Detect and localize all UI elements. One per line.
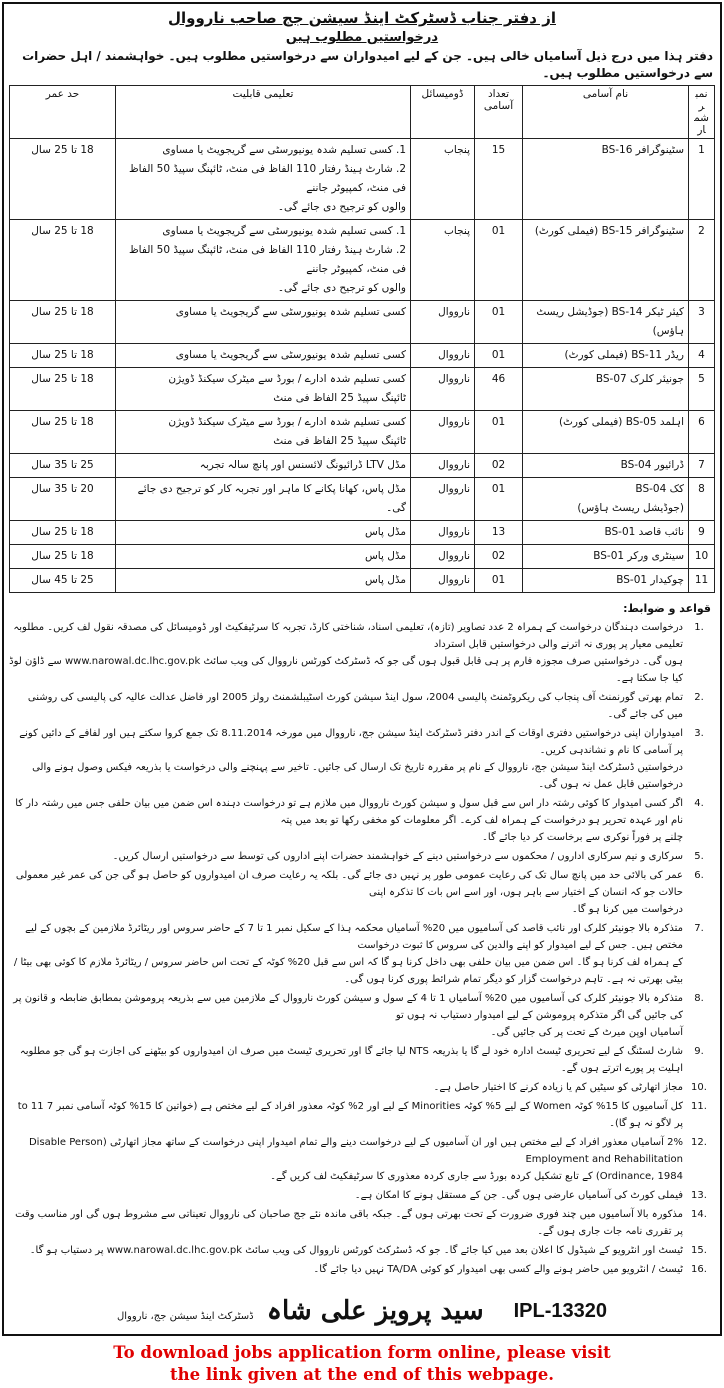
post-name: سینٹری ورکر BS-01 (593, 550, 684, 562)
serial-cell: 9 (689, 521, 715, 545)
term-line: کے ہمراہ لف کرنا ہو گا۔ اس ضمن میں بیان حلفی بھی داخل کرنا ہو گا کہ اس سے قبل 20% کوٹہ کے تحت اس حاضر سروس / ریٹائرڈ ملازم کا کوئی بھی بیٹا / بیٹی بھرتی نہ ہے۔ تاہم درخواست گزار کو دیگر تمام شرائط پوری کرنا ہوں گی۔ (13, 957, 683, 985)
qualification-line: ٹائپنگ سپیڈ 25 الفاظ فی منٹ (273, 435, 406, 447)
reference-number: IPL-13320 (513, 1299, 608, 1322)
post-cell (523, 478, 689, 521)
qualification-line: کسی تسلیم شدہ یونیورسٹی سے گریجویٹ یا مساوی (175, 306, 406, 318)
term-line: ہوں گی۔ درخواستیں صرف مجوزہ فارم پر ہی قابل قبول ہوں گی جو کہ ڈسٹرکٹ کورٹس نارووال کی ویب سائٹ www.narowal.dc.lhc.gov.pk سے ڈاؤن لوڈ کیا جا سکتا ہے۔ (9, 656, 683, 684)
term-number: 4. (694, 798, 704, 809)
term-text (9, 920, 683, 988)
qualification-line: کسی تسلیم شدہ ادارے / بورڈ سے میٹرک سیکنڈ ڈویژن (168, 373, 406, 385)
term-number: 13. (691, 1190, 707, 1201)
post-cell (523, 545, 689, 569)
signature-block (117, 1296, 484, 1326)
qualification-cell (116, 139, 411, 220)
post-name: جونیئر کلرک BS-07 (595, 373, 684, 385)
post-name: اہلمد BS-05 (فیملی کورٹ) (558, 416, 684, 428)
count-cell: 01 (475, 301, 523, 344)
serial-cell: 5 (689, 368, 715, 411)
header-age: حد عمر (10, 86, 116, 139)
serial-cell: 6 (689, 411, 715, 454)
term-text (9, 1187, 683, 1204)
term-line: تمام بھرتی گورنمنٹ آف پنجاب کی ریکروٹمنٹ پالیسی 2004، سول اینڈ سیشن کورٹ اسٹیبلشمنٹ رولز 2005 اور فاضل عدالت عالیہ کی پالیسی کی روشنی میں کی جائے گی۔ (27, 692, 683, 720)
post-cell (523, 569, 689, 593)
term-text (9, 795, 683, 846)
term-text (9, 867, 683, 918)
term-text (9, 848, 683, 865)
term-item (9, 1043, 715, 1077)
term-line: اگر کسی امیدوار کا کوئی رشتہ دار اس سے قبل سول و سیشن کورٹ نارووال میں ملازم ہے تو درخواست دہندہ اس ضمن میں بیان حلفی جس میں رشتہ دار کا نام اور عہدہ تحریر ہو درخواست کے ہمراہ لف کرے۔ اگر معلومات کو مخفی رکھا تو بعد میں پتہ (15, 798, 683, 826)
term-item (9, 867, 715, 918)
age-cell: 18 تا 25 سال (10, 411, 116, 454)
qualification-line: 2. شارٹ ہینڈ رفتار 110 الفاظ فی منٹ، ٹائپنگ سپیڈ 50 الفاظ فی منٹ، کمپیوٹر جاننے (128, 163, 406, 194)
post-cell (523, 521, 689, 545)
term-number: 1. (694, 622, 704, 633)
table-row (10, 478, 715, 521)
download-notice (2, 1342, 722, 1386)
domicile-cell: نارووال (411, 344, 475, 368)
term-line: عمر کی بالائی حد میں پانچ سال تک کی رعایت عمومی طور پر نہیں دی جائے گی۔ بلکہ یہ رعایت صرف ان امیدواروں کو حاصل ہو گی جن کی عمر غیر معمولی حالات جو کہ انسان کے اختیار سے باہر ہوں، اور اسے اس بات کا تذکرہ اپنی (15, 870, 683, 898)
term-text (9, 1206, 683, 1240)
age-cell: 18 تا 25 سال (10, 521, 116, 545)
qualification-cell (116, 454, 411, 478)
count-cell: 01 (475, 569, 523, 593)
serial-cell: 11 (689, 569, 715, 593)
domicile-cell: نارووال (411, 478, 475, 521)
term-number: 7. (694, 923, 704, 934)
age-cell: 18 تا 25 سال (10, 301, 116, 344)
signature-name: سید پرویز علی شاہ (266, 1296, 484, 1326)
term-item (9, 619, 715, 687)
post-cell (523, 344, 689, 368)
table-header-row (10, 86, 715, 139)
table-row (10, 301, 715, 344)
post-name: چوکیدار BS-01 (616, 574, 684, 586)
qualification-line: 1. کسی تسلیم شدہ یونیورسٹی سے گریجویٹ یا مساوی (162, 225, 406, 237)
term-item (9, 1134, 715, 1185)
post-name: سٹینوگرافر BS-16 (601, 144, 684, 156)
term-text (9, 1098, 683, 1132)
domicile-cell: نارووال (411, 368, 475, 411)
age-cell: 20 تا 35 سال (10, 478, 116, 521)
term-item (9, 689, 715, 723)
post-name: کیئر ٹیکر BS-14 (جوڈیشل ریسٹ ہاؤس) (536, 306, 684, 337)
serial-cell: 3 (689, 301, 715, 344)
term-number: 15. (691, 1245, 707, 1256)
qualification-cell (116, 368, 411, 411)
term-item (9, 1187, 715, 1204)
post-name: نائب قاصد BS-01 (604, 526, 684, 538)
post-name: ریڈر BS-11 (فیملی کورٹ) (564, 349, 684, 361)
qualification-line: 1. کسی تسلیم شدہ یونیورسٹی سے گریجویٹ یا مساوی (162, 144, 406, 156)
qualification-cell (116, 569, 411, 593)
term-text (9, 1079, 683, 1096)
post-cell (523, 411, 689, 454)
footer-row (9, 1296, 715, 1326)
header-count: تعداد آسامی (475, 86, 523, 139)
term-line: 2% آسامیاں معذور افراد کے لیے مختص ہیں اور ان آسامیوں کے لیے درخواست دینے والے تمام امیدوار اپنی درخواست کے ساتھ مجاز اتھارٹی (Disable Person Employment and Rehabilitation (28, 1137, 683, 1165)
qualification-line: 2. شارٹ ہینڈ رفتار 110 الفاظ فی منٹ، ٹائپنگ سپیڈ 50 الفاظ فی منٹ، کمپیوٹر جاننے (128, 244, 406, 275)
term-line: متذکرہ بالا جونیئر کلرک اور نائب قاصد کی آسامیوں میں 20% آسامیاں محکمہ ہذا کے سکیل نمبر 1 تا 7 کے حاضر سروس اور ریٹائرڈ ملازمین کے بچوں کے لیے مختص ہیں۔ جس کے لیے امیدوار کو اپنے والدین کی سروس کا ثبوت درخواست (25, 923, 683, 951)
term-line: چلنے پر فوراً نوکری سے برخاست کر دیا جائے گا۔ (482, 832, 683, 843)
term-number: 3. (694, 728, 704, 739)
term-text (9, 689, 683, 723)
domicile-cell: پنجاب (411, 139, 475, 220)
term-line: ٹیسٹ اور انٹرویو کے شیڈول کا اعلان بعد میں کیا جائے گا۔ جو کہ ڈسٹرکٹ کورٹس نارووال کی ویب سائٹ www.narowal.dc.lhc.gov.pk پر دستیاب ہو گا۔ (29, 1245, 683, 1256)
term-item (9, 1242, 715, 1259)
count-cell: 01 (475, 411, 523, 454)
table-row (10, 368, 715, 411)
term-number: 2. (694, 692, 704, 703)
notice-line-1: To download jobs application form online, please visit (113, 1343, 611, 1362)
domicile-cell: نارووال (411, 301, 475, 344)
term-line: ٹیسٹ / انٹرویو میں حاضر ہونے والے کسی بھی امیدوار کو کوئی TA/DA نہیں دیا جائے گا۔ (313, 1264, 683, 1275)
term-line: فیملی کورٹ کی آسامیاں عارضی ہوں گی۔ جن کے مستقل ہونے کا امکان ہے۔ (354, 1190, 683, 1201)
office-title: از دفتر جناب ڈسٹرکٹ اینڈ سیشن جج صاحب نارووال (168, 9, 556, 27)
qualification-line: مڈل پاس (364, 526, 406, 538)
term-line: متذکرہ بالا جونیئر کلرک کی آسامیوں میں 20% آسامیاں 1 تا 4 کے سول و سیشن کورٹ نارووال کے ملازمین میں سے بذریعہ پروموشن بمطابق ضابطہ و قانون پر کی جائیں گی اگر متذکرہ پروموشن کے لیے امیدوار دستیاب نہ ہوں تو (13, 993, 683, 1021)
terms-heading: قواعد و ضوابط: (623, 602, 711, 615)
domicile-cell: نارووال (411, 569, 475, 593)
term-text (9, 1261, 683, 1278)
table-row (10, 411, 715, 454)
term-line: سرکاری و نیم سرکاری اداروں / محکموں سے درخواستیں دینے کے خواہشمند حضرات اپنے اداروں کی توسط سے درخواستیں ارسال کریں۔ (112, 851, 683, 862)
terms-list (9, 619, 715, 1278)
term-number: 9. (694, 1046, 704, 1057)
table-row (10, 220, 715, 301)
domicile-cell: نارووال (411, 521, 475, 545)
term-line: درخواستیں ڈسٹرکٹ اینڈ سیشن جج، نارووال کے نام پر مقررہ تاریخ تک ارسال کی جائیں۔ تاخیر سے پہنچنے والی درخواست یا بذریعہ فیکس وصول ہونے والی درخواستیں قابل عمل نہ ہوں گی۔ (32, 762, 683, 790)
table-row (10, 454, 715, 478)
term-line: آسامیاں اوپن میرٹ کے تحت پر کی جائیں گی۔ (490, 1027, 683, 1038)
term-item (9, 920, 715, 988)
term-text (9, 1043, 683, 1077)
qualification-cell (116, 220, 411, 301)
age-cell: 18 تا 25 سال (10, 368, 116, 411)
post-name: کک BS-04 (635, 483, 684, 495)
term-line: امیدواران اپنی درخواستیں دفتری اوقات کے اندر دفتر ڈسٹرکٹ اینڈ سیشن جج، نارووال میں مورخہ 8.11.2014 تک جمع کروا سکتے ہیں اور لفافے کے دائیں کونے پر آسامی کا نام و نشاندہی کریں۔ (19, 728, 683, 756)
serial-cell: 2 (689, 220, 715, 301)
post-cell (523, 301, 689, 344)
advertisement-frame (2, 2, 722, 1336)
term-item (9, 848, 715, 865)
qualification-line: کسی تسلیم شدہ یونیورسٹی سے گریجویٹ یا مساوی (175, 349, 406, 361)
table-row (10, 139, 715, 220)
term-number: 8. (694, 993, 704, 1004)
domicile-cell: نارووال (411, 545, 475, 569)
table-row (10, 521, 715, 545)
term-text (9, 725, 683, 793)
serial-cell: 4 (689, 344, 715, 368)
count-cell: 01 (475, 220, 523, 301)
qualification-line: مڈل LTV ڈرائیونگ لائسنس اور پانچ سالہ تجربہ (199, 459, 406, 471)
term-number: 6. (694, 870, 704, 881)
subtitle: درخواستیں مطلوب ہیں (285, 30, 439, 45)
qualification-cell (116, 344, 411, 368)
qualification-cell (116, 301, 411, 344)
count-cell: 02 (475, 454, 523, 478)
serial-cell: 10 (689, 545, 715, 569)
table-row (10, 344, 715, 368)
term-item (9, 990, 715, 1041)
domicile-cell: نارووال (411, 454, 475, 478)
term-line: مجاز اتھارٹی کو سیٹیں کم یا زیادہ کرنے کا اختیار حاصل ہے۔ (433, 1082, 683, 1093)
age-cell: 25 تا 35 سال (10, 454, 116, 478)
qualification-line: کسی تسلیم شدہ ادارے / بورڈ سے میٹرک سیکنڈ ڈویژن (168, 416, 406, 428)
age-cell: 18 تا 25 سال (10, 139, 116, 220)
count-cell: 01 (475, 478, 523, 521)
qualification-line: ٹائپنگ سپیڈ 25 الفاظ فی منٹ (273, 392, 406, 404)
term-item (9, 1206, 715, 1240)
term-number: 11. (691, 1101, 707, 1112)
term-text (9, 990, 683, 1041)
term-text (9, 1134, 683, 1185)
term-number: 16. (691, 1264, 707, 1275)
count-cell: 02 (475, 545, 523, 569)
post-name: (جوڈیشل ریسٹ ہاؤس) (577, 502, 684, 514)
term-line: درخواست دہندگان درخواست کے ہمراہ 2 عدد تصاویر (تازہ)، تعلیمی اسناد، شناختی کارڈ، تجربہ کا سرٹیفکیٹ اور ڈومیسائل کی مصدقہ نقول لف کریں۔ مطلوبہ تعلیمی معیار پر پوری نہ اترنے والی درخواستیں قابل استرداد (13, 622, 683, 650)
term-line: مذکورہ بالا آسامیوں میں چند فوری ضرورت کے تحت بھرتی ہوں گے۔ جبکہ باقی ماندہ نئے جج صاحبان کی نارووال تعیناتی سے مشروط ہوں گی اور مناسب وقت پر تقرری نامہ جات جاری ہوں گے۔ (15, 1209, 683, 1237)
count-cell: 13 (475, 521, 523, 545)
serial-cell: 1 (689, 139, 715, 220)
qualification-line: والوں کو ترجیح دی جائے گی۔ (277, 201, 406, 213)
intro-text: دفتر ہذا میں درج ذیل آسامیاں خالی ہیں۔ جن کے لیے امیدواران سے درخواستیں مطلوب ہیں۔ خواہشمند / اہل حضرات سے درخواستیں مطلوب ہیں۔ (22, 49, 713, 80)
term-number: 14. (691, 1209, 707, 1220)
term-line: Ordinance, 1984) کے تابع تشکیل کردہ بورڈ سے جاری کردہ معذوری کا سرٹیفکیٹ لف کریں گے۔ (270, 1171, 683, 1182)
post-cell (523, 368, 689, 411)
table-row (10, 569, 715, 593)
vacancies-table (9, 85, 715, 593)
serial-cell: 7 (689, 454, 715, 478)
qualification-line: مڈل پاس، کھانا پکانے کا ماہر اور تجربہ کار کو ترجیح دی جائے گی۔ (137, 483, 406, 514)
qualification-cell (116, 545, 411, 569)
domicile-cell: نارووال (411, 411, 475, 454)
term-item (9, 1079, 715, 1096)
table-row (10, 545, 715, 569)
term-text (9, 1242, 683, 1259)
term-number: 10. (691, 1082, 707, 1093)
header-post: نام آسامی (523, 86, 689, 139)
count-cell: 01 (475, 344, 523, 368)
term-line: شارٹ لسٹنگ کے لیے تحریری ٹیسٹ ادارہ خود لے گا یا بذریعہ NTS لیا جائے گا اور تحریری ٹیسٹ میں صرف ان امیدواروں کو بیٹھنے کی اجازت ہو گی جو مطلوبہ اہلیت پر پورے اترتے ہوں گے۔ (19, 1046, 683, 1074)
age-cell: 18 تا 25 سال (10, 545, 116, 569)
qualification-cell (116, 521, 411, 545)
term-line: کل آسامیوں کا 15% کوٹہ Women کے لیے 5% کوٹہ Minorities کے لیے اور 2% کوٹہ معذور افراد کے لیے مختص ہے (خواتین کا 15% کوٹہ آسامی نمبر 7 to 11 پر لاگو نہ ہو گا)۔ (17, 1101, 683, 1129)
post-name: سٹینوگرافر BS-15 (فیملی کورٹ) (534, 225, 684, 237)
signature-designation: ڈسٹرکٹ اینڈ سیشن جج، نارووال (116, 1311, 254, 1322)
term-item (9, 1261, 715, 1278)
domicile-cell: پنجاب (411, 220, 475, 301)
qualification-line: والوں کو ترجیح دی جائے گی۔ (277, 282, 406, 294)
term-item (9, 1098, 715, 1132)
term-number: 5. (694, 851, 704, 862)
age-cell: 18 تا 25 سال (10, 220, 116, 301)
qualification-cell (116, 478, 411, 521)
age-cell: 25 تا 45 سال (10, 569, 116, 593)
qualification-cell (116, 411, 411, 454)
header-domicile: ڈومیسائل (411, 86, 475, 139)
qualification-line: مڈل پاس (364, 550, 406, 562)
serial-cell: 8 (689, 478, 715, 521)
count-cell: 46 (475, 368, 523, 411)
post-cell (523, 220, 689, 301)
term-text (9, 619, 683, 687)
header-qualification: تعلیمی قابلیت (116, 86, 411, 139)
header-serial: نمبر شمار (689, 86, 715, 139)
age-cell: 18 تا 25 سال (10, 344, 116, 368)
qualification-line: مڈل پاس (364, 574, 406, 586)
count-cell: 15 (475, 139, 523, 220)
post-cell (523, 139, 689, 220)
term-item (9, 725, 715, 793)
post-cell (523, 454, 689, 478)
post-name: ڈرائیور BS-04 (620, 459, 684, 471)
term-item (9, 795, 715, 846)
notice-line-2: the link given at the end of this webpage. (170, 1365, 554, 1384)
term-number: 12. (691, 1137, 707, 1148)
term-line: درخواست میں کرنا ہو گا۔ (571, 904, 683, 915)
